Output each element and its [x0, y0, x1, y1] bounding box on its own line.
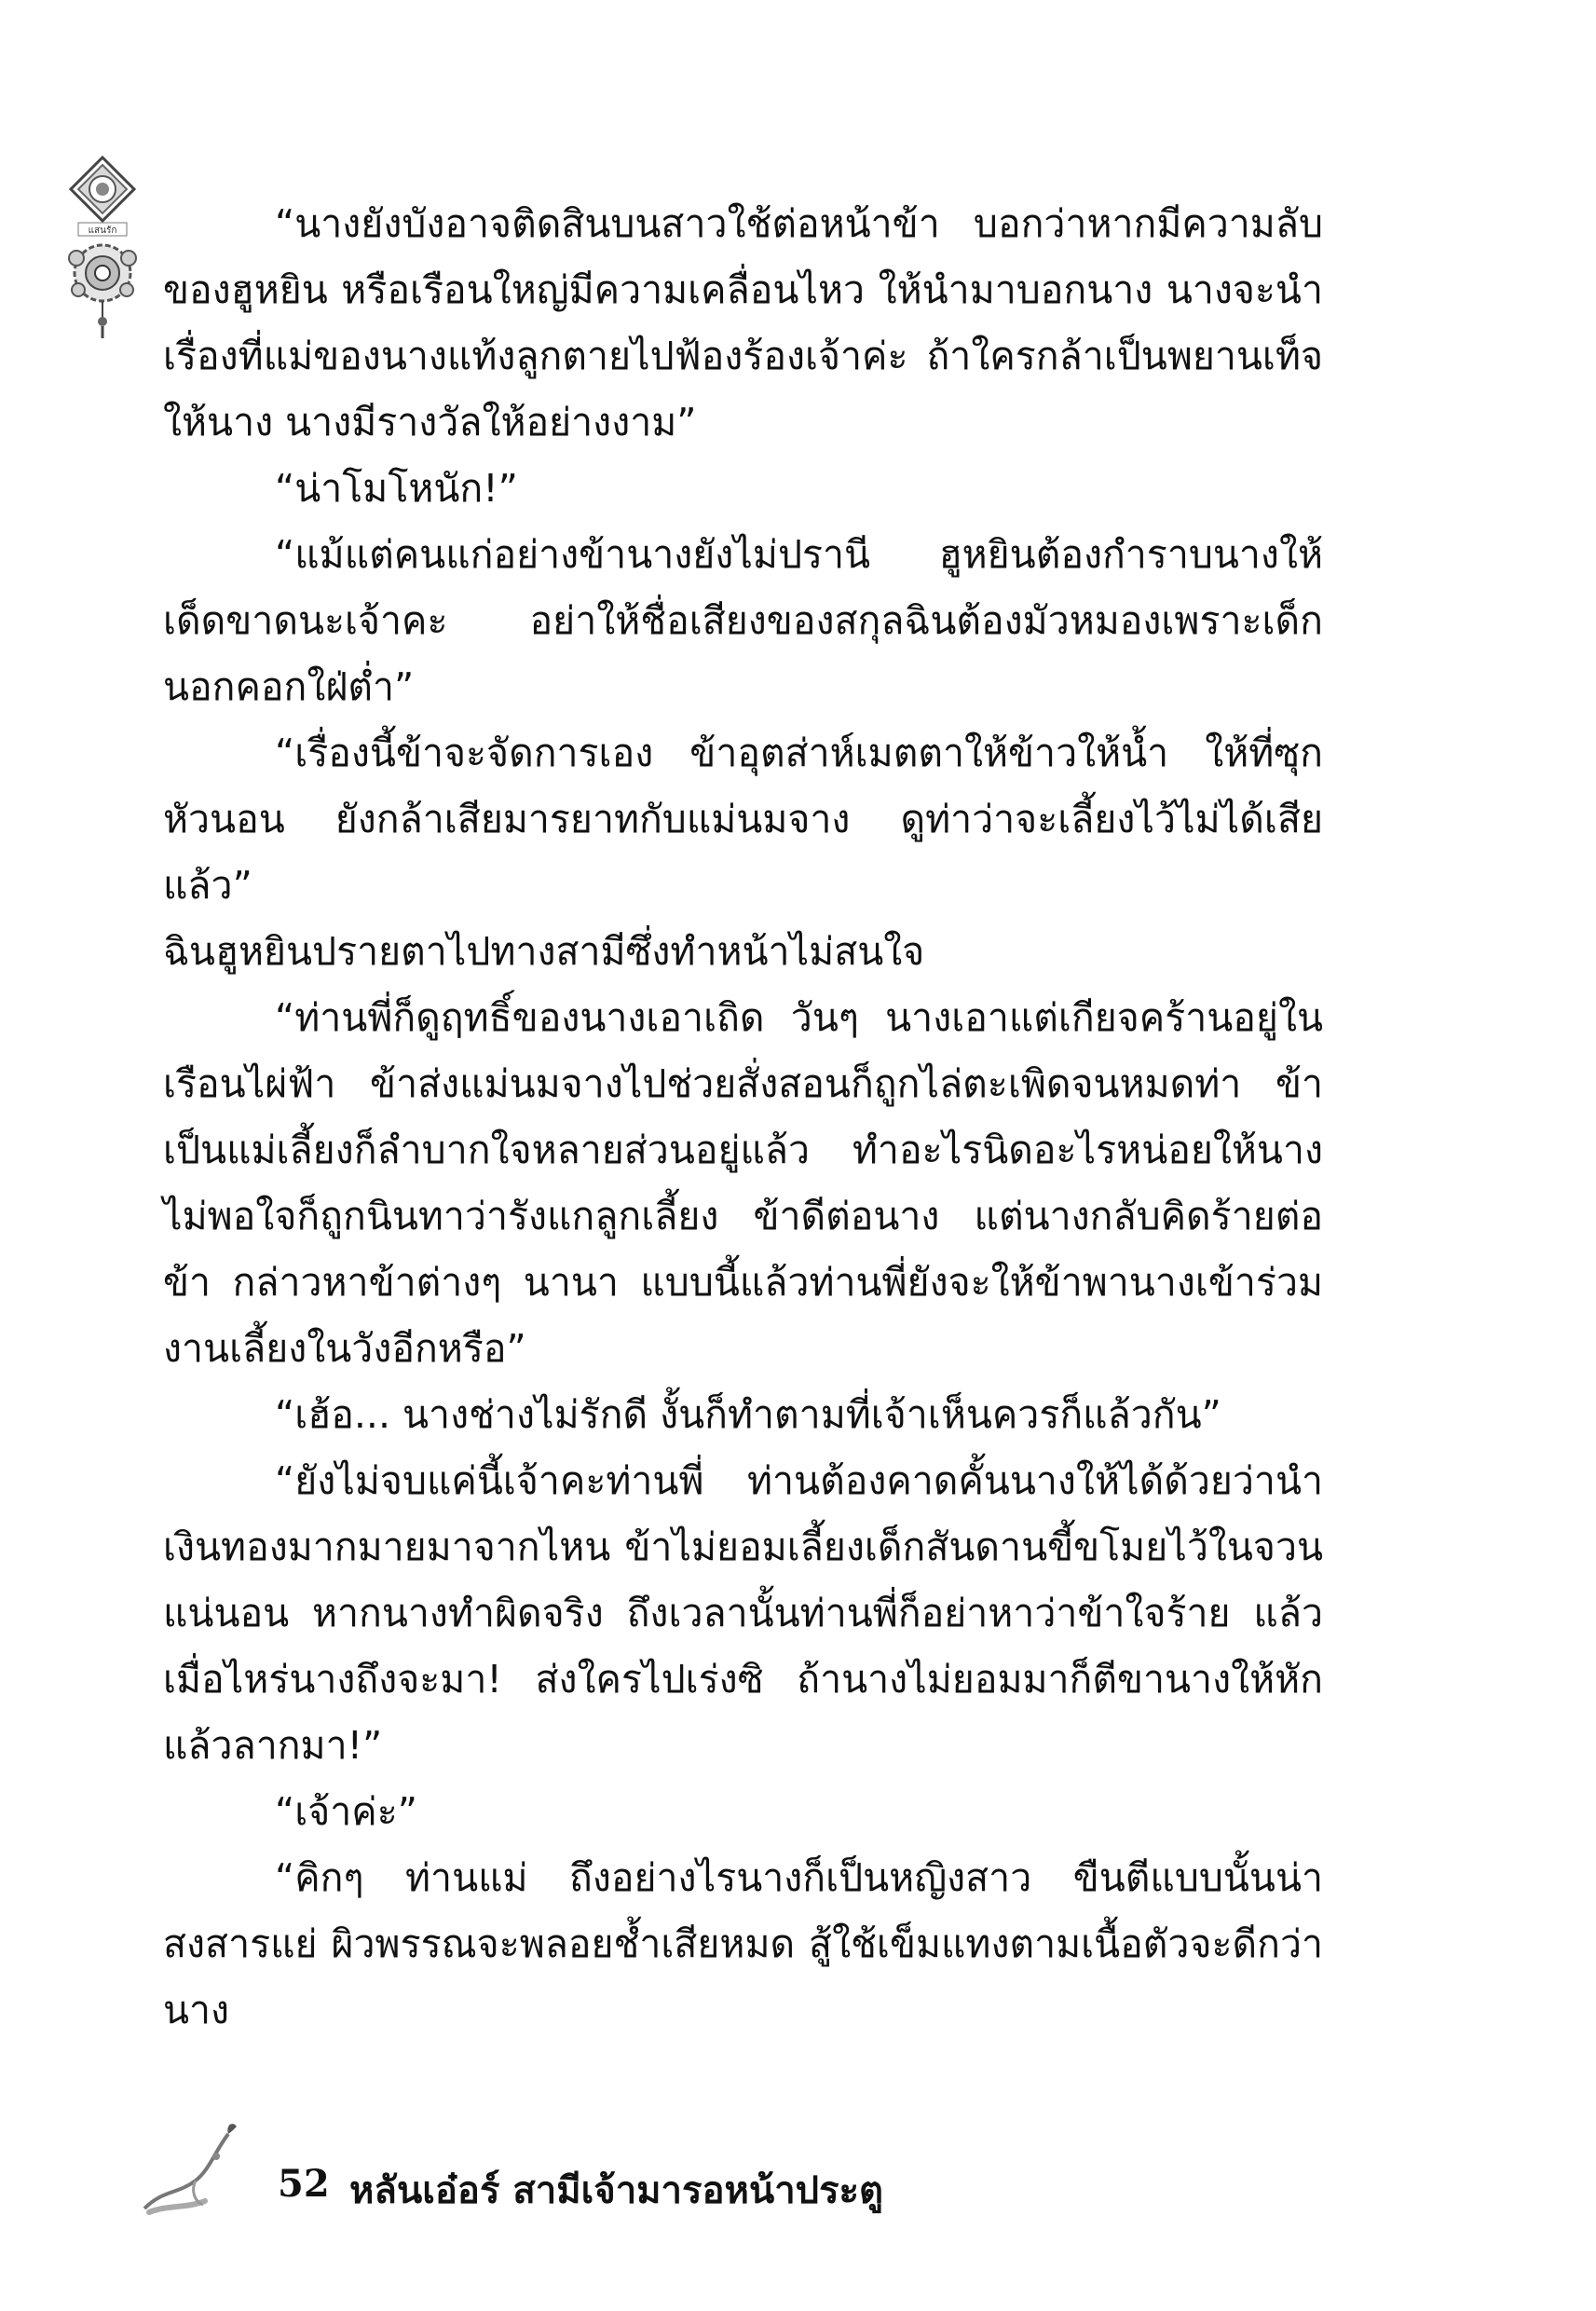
paragraph: “เจ้าค่ะ”: [275, 1789, 417, 1834]
brush-flourish-icon: [140, 2115, 242, 2218]
body-text: [163, 191, 1323, 2044]
page-number: 52: [278, 2162, 330, 2206]
ornament-label: แสนรัก: [88, 226, 117, 236]
paragraph: “ยังไม่จบแค่นี้เจ้าคะท่านพี่ ท่านต้องคาดคั้นนางให้ได้ด้วยว่านำเงินทองมากมายมาจากไหน ข้าไม่ยอมเลี้ยงเด็กสันดานขี้ขโมยไว้ในจวนแน่นอน หากนางทำผิดจริง ถึงเวลานั้นท่านพี่ก็อย่าหาว่าข้าใจร้าย แล้วเมื่อไหร่นางถึงจะมา! ส่งใครไปเร่งซิ ถ้านางไม่ยอมมาก็ตีขานางให้หักแล้วลากมา!”: [163, 1458, 1323, 1768]
paragraph: ฉินฮูหยินปรายตาไปทางสามีซึ่งทำหน้าไม่สนใจ: [163, 929, 925, 974]
paragraph: “เรื่องนี้ข้าจะจัดการเอง ข้าอุตส่าห์เมตตาให้ข้าวให้น้ำ ให้ที่ซุกหัวนอน ยังกล้าเสียมารยาทกับแม่นมจาง ดูท่าว่าจะเลี้ยงไว้ไม่ได้เสียแล้ว”: [163, 731, 1323, 908]
paragraph: “นางยังบังอาจติดสินบนสาวใช้ต่อหน้าข้า บอกว่าหากมีความลับของฮูหยิน หรือเรือนใหญ่มีความเคลื่อนไหว ให้นำมาบอกนาง นางจะนำเรื่องที่แม่ของนางแท้งลูกตายไปฟ้องร้องเจ้าค่ะ ถ้าใครกล้าเป็นพยานเท็จให้นาง นางมีรางวัลให้อย่างงาม”: [163, 201, 1323, 444]
decorative-ornament-icon: [61, 154, 143, 340]
paragraph: “น่าโมโหนัก!”: [275, 466, 518, 511]
book-title: หลันเอ๋อร์ สามีเจ้ามารอหน้าประตู: [349, 2169, 884, 2212]
paragraph: “ท่านพี่ก็ดูฤทธิ์ของนางเอาเถิด วันๆ นางเอาแต่เกียจคร้านอยู่ในเรือนไผ่ฟ้า ข้าส่งแม่นมจางไปช่วยสั่งสอนก็ถูกไล่ตะเพิดจนหมดท่า ข้าเป็นแม่เลี้ยงก็ลำบากใจหลายส่วนอยู่แล้ว ทำอะไรนิดอะไรหน่อยให้นางไม่พอใจก็ถูกนินทาว่ารังแกลูกเลี้ยง ข้าดีต่อนาง แต่นางกลับคิดร้ายต่อข้า กล่าวหาข้าต่างๆ นานา แบบนี้แล้วท่านพี่ยังจะให้ข้าพานางเข้าร่วมงานเลี้ยงในวังอีกหรือ”: [163, 995, 1323, 1371]
paragraph: “คิกๆ ท่านแม่ ถึงอย่างไรนางก็เป็นหญิงสาว ขืนตีแบบนั้นน่าสงสารแย่ ผิวพรรณจะพลอยช้ำเสียหมด สู้ใช้เข็มแทงตามเนื้อตัวจะดีกว่า นาง: [163, 1855, 1323, 2032]
paragraph: “แม้แต่คนแก่อย่างข้านางยังไม่ปรานี ฮูหยินต้องกำราบนางให้เด็ดขาดนะเจ้าคะ อย่าให้ชื่อเสียงของสกุลฉินต้องมัวหมองเพราะเด็กนอกคอกใฝ่ต่ำ”: [163, 532, 1323, 709]
page-footer: [140, 2115, 978, 2218]
paragraph: “เฮ้อ... นางช่างไม่รักดี งั้นก็ทำตามที่เจ้าเห็นควรก็แล้วกัน”: [275, 1392, 1221, 1437]
